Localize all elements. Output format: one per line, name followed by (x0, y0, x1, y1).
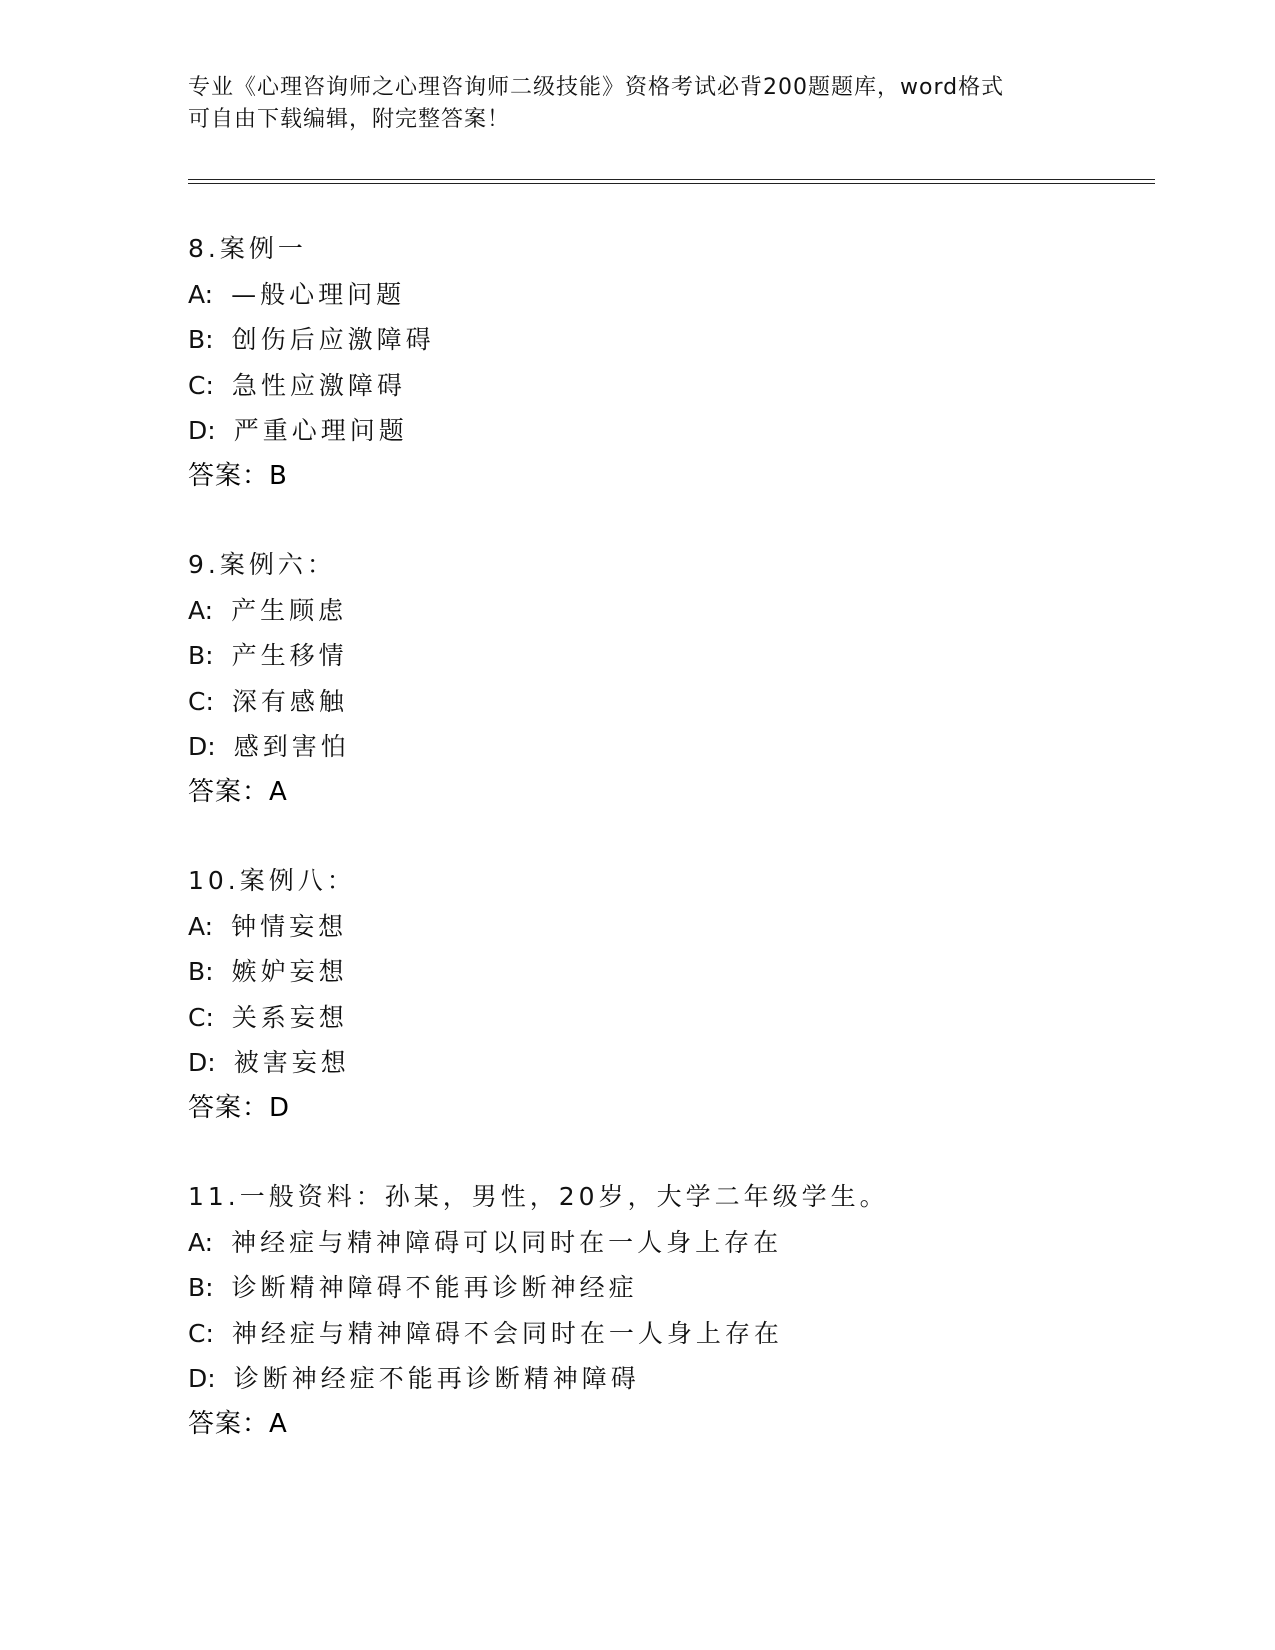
option-text: 诊断神经症不能再诊断精神障碍 (233, 1364, 640, 1393)
option-a (188, 588, 1148, 634)
option-key: A: (188, 595, 214, 625)
option-text: 嫉妒妄想 (231, 957, 348, 986)
option-key: B: (188, 1273, 214, 1302)
option-text: 被害妄想 (233, 1048, 350, 1077)
option-d (188, 724, 1148, 770)
option-key: A: (188, 279, 214, 309)
option-key: D: (188, 1364, 216, 1393)
option-a (188, 272, 1148, 318)
option-text: 神经症与精神障碍不会同时在一人身上存在 (231, 1318, 783, 1348)
answer-line: 答案：B (188, 460, 288, 491)
question-8 (188, 226, 1148, 499)
question-11 (188, 1174, 1148, 1447)
document-header (188, 72, 1088, 136)
option-text: 深有感触 (231, 686, 348, 716)
option-text: 产生移情 (231, 641, 348, 670)
option-text: 诊断精神障碍不能再诊断神经症 (231, 1273, 638, 1302)
option-a (188, 1220, 1148, 1266)
option-text: 钟情妄想 (231, 911, 348, 941)
answer-line: 答案：A (188, 1408, 288, 1439)
header-line-2: 可自由下载编辑，附完整答案！ (188, 107, 511, 132)
option-text: 创伤后应激障碍 (231, 325, 435, 354)
option-key: C: (188, 1002, 214, 1032)
option-key: A: (188, 1227, 214, 1257)
answer-line: 答案：A (188, 776, 288, 807)
option-d (188, 1356, 1148, 1402)
option-d (188, 1040, 1148, 1086)
option-key: B: (188, 325, 214, 354)
option-b (188, 1265, 1148, 1311)
option-key: A: (188, 911, 214, 941)
answer-line: 答案：D (188, 1092, 291, 1123)
option-text: 急性应激障碍 (231, 370, 406, 400)
option-b (188, 633, 1148, 679)
option-text: 感到害怕 (233, 732, 350, 761)
option-c (188, 363, 1148, 409)
option-b (188, 317, 1148, 363)
option-a (188, 904, 1148, 950)
header-divider-bottom (188, 183, 1155, 184)
question-10 (188, 858, 1148, 1131)
option-key: C: (188, 686, 214, 716)
option-text: —般心理问题 (231, 279, 406, 309)
option-d (188, 408, 1148, 454)
question-title: 9.案例六： (188, 550, 336, 579)
option-key: C: (188, 1318, 214, 1348)
question-9 (188, 542, 1148, 815)
option-key: D: (188, 1048, 216, 1077)
option-key: D: (188, 732, 216, 761)
option-c (188, 679, 1148, 725)
option-c (188, 1311, 1148, 1357)
header-line-1: 专业《心理咨询师之心理咨询师二级技能》资格考试必背200题题库，word格式 (188, 75, 1005, 100)
option-key: D: (188, 416, 216, 445)
option-key: B: (188, 957, 214, 986)
option-text: 神经症与精神障碍可以同时在一人身上存在 (231, 1227, 783, 1257)
option-text: 严重心理问题 (233, 416, 408, 445)
option-b (188, 949, 1148, 995)
option-text: 产生顾虑 (231, 595, 348, 625)
option-text: 关系妄想 (231, 1002, 348, 1032)
question-title: 8.案例一 (188, 234, 307, 263)
option-key: C: (188, 370, 214, 400)
header-divider-top (188, 179, 1155, 180)
question-title: 11.一般资料：孙某，男性，20岁，大学二年级学生。 (188, 1182, 889, 1211)
question-title: 10.案例八： (188, 866, 356, 895)
option-key: B: (188, 641, 214, 670)
option-c (188, 995, 1148, 1041)
